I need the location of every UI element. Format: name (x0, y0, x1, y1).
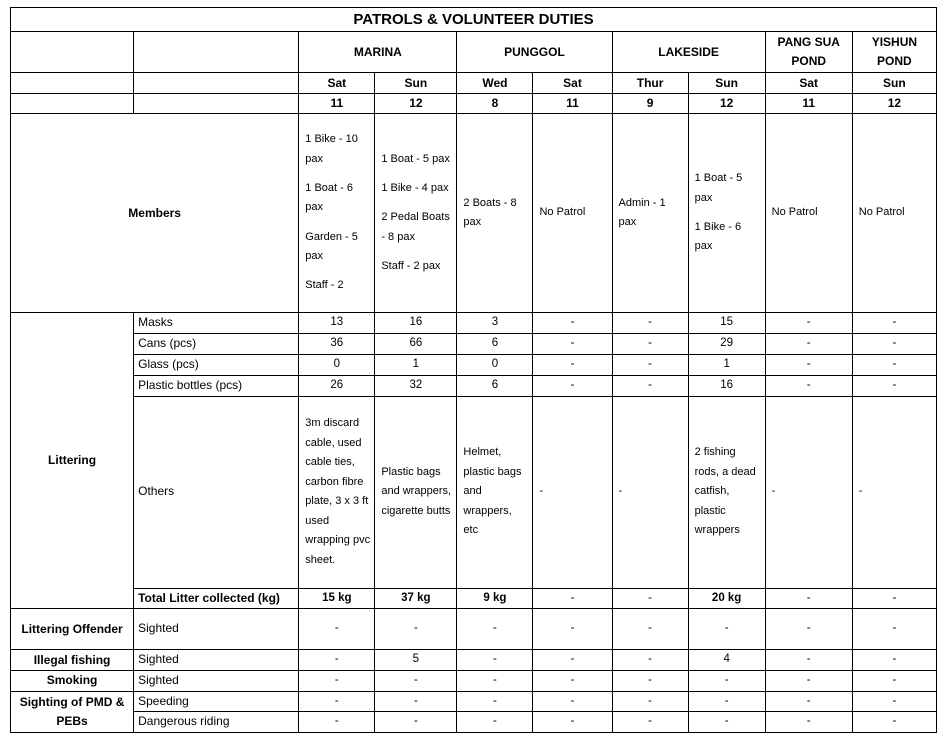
fishing-value: - (457, 650, 533, 671)
date-header: 12 (688, 94, 765, 114)
fishing-value: - (299, 650, 375, 671)
fishing-value: - (533, 650, 612, 671)
fishing-sub-label: Sighted (134, 650, 299, 671)
pmd-sub-label: Dangerous riding (134, 712, 299, 733)
litter-value: 66 (375, 334, 457, 355)
offender-value: - (765, 609, 852, 650)
offender-value: - (375, 609, 457, 650)
smoking-value: - (688, 671, 765, 692)
header-blank (11, 94, 134, 114)
offender-value: - (612, 609, 688, 650)
littering-label: Littering (11, 313, 134, 609)
smoking-value: - (852, 671, 936, 692)
total-value: 15 kg (299, 588, 375, 609)
date-header: 11 (533, 94, 612, 114)
litter-value: - (765, 375, 852, 396)
litter-value: 1 (375, 355, 457, 376)
date-header: 9 (612, 94, 688, 114)
total-value: 20 kg (688, 588, 765, 609)
pmd-value: - (688, 712, 765, 733)
location-header: MARINA (299, 32, 457, 73)
day-header: Sat (533, 73, 612, 94)
others-value: 2 fishing rods, a dead catfish, plastic wrappers (688, 396, 765, 588)
others-value: - (533, 396, 612, 588)
total-value: - (533, 588, 612, 609)
litter-item-label: Glass (pcs) (134, 355, 299, 376)
fishing-value: - (765, 650, 852, 671)
litter-value: 6 (457, 334, 533, 355)
litter-value: - (612, 355, 688, 376)
header-blank (134, 73, 299, 94)
litter-row (11, 334, 937, 355)
smoking-value: - (612, 671, 688, 692)
members-entry: No Patrol (858, 206, 905, 219)
litter-value: - (533, 375, 612, 396)
smoking-value: - (765, 671, 852, 692)
members-cell (688, 114, 765, 313)
litter-value: 36 (299, 334, 375, 355)
offender-value: - (852, 609, 936, 650)
litter-value: 1 (688, 355, 765, 376)
litter-value: - (852, 375, 936, 396)
smoking-value: - (457, 671, 533, 692)
members-entry: 2 Boats - 8 pax (463, 196, 517, 228)
members-entry: 1 Bike - 4 pax (381, 181, 449, 194)
litter-value: - (852, 334, 936, 355)
litter-value: 13 (299, 313, 375, 334)
date-header: 8 (457, 94, 533, 114)
pmd-value: - (533, 691, 612, 712)
litter-value: - (612, 313, 688, 334)
smoking-label: Smoking (11, 671, 134, 692)
litter-value: 29 (688, 334, 765, 355)
litter-row (11, 355, 937, 376)
litter-value: 16 (688, 375, 765, 396)
litter-value: - (765, 313, 852, 334)
smoking-row (11, 671, 937, 692)
header-blank (134, 32, 299, 73)
others-value: Plastic bags and wrappers, cigarette butts (375, 396, 457, 588)
litter-item-label: Cans (pcs) (134, 334, 299, 355)
litter-value: 6 (457, 375, 533, 396)
litter-value: 16 (375, 313, 457, 334)
total-value: 9 kg (457, 588, 533, 609)
members-cell (457, 114, 533, 313)
location-header: LAKESIDE (612, 32, 765, 73)
pmd-value: - (299, 712, 375, 733)
date-header: 11 (765, 94, 852, 114)
total-label: Total Litter collected (kg) (134, 588, 299, 609)
offender-sub-label: Sighted (134, 609, 299, 650)
day-header: Thur (612, 73, 688, 94)
day-header: Sat (299, 73, 375, 94)
litter-value: 3 (457, 313, 533, 334)
members-cell (375, 114, 457, 313)
litter-item-label: Plastic bottles (pcs) (134, 375, 299, 396)
pmd-value: - (852, 712, 936, 733)
litter-value: 32 (375, 375, 457, 396)
members-cell (765, 114, 852, 313)
others-value: - (852, 396, 936, 588)
location-header: PUNGGOL (457, 32, 612, 73)
fishing-value: - (612, 650, 688, 671)
location-header: YISHUN POND (852, 32, 936, 73)
pmd-label: Sighting of PMD & PEBs (11, 691, 134, 732)
date-header: 12 (852, 94, 936, 114)
litter-value: - (852, 313, 936, 334)
smoking-value: - (533, 671, 612, 692)
members-entry: 1 Boat - 5 pax (694, 172, 743, 204)
day-row (11, 73, 937, 94)
others-value: - (765, 396, 852, 588)
pmd-value: - (457, 691, 533, 712)
others-label: Others (134, 396, 299, 588)
day-header: Sun (375, 73, 457, 94)
fishing-value: 5 (375, 650, 457, 671)
members-entry: No Patrol (539, 206, 586, 219)
pmd-row (11, 712, 937, 733)
members-cell (852, 114, 936, 313)
location-header: PANG SUA POND (765, 32, 852, 73)
pmd-value: - (457, 712, 533, 733)
members-entry: Garden - 5 pax (305, 230, 358, 263)
total-value: - (765, 588, 852, 609)
table-title: PATROLS & VOLUNTEER DUTIES (11, 8, 937, 32)
litter-value: - (533, 334, 612, 355)
day-header: Sun (852, 73, 936, 94)
offender-row (11, 609, 937, 650)
litter-value: - (533, 313, 612, 334)
litter-value: - (765, 334, 852, 355)
total-value: - (852, 588, 936, 609)
litter-item-label: Masks (134, 313, 299, 334)
smoking-sub-label: Sighted (134, 671, 299, 692)
members-entry: Admin - 1 pax (618, 196, 666, 228)
members-cell (299, 114, 375, 313)
offender-label: Littering Offender (11, 609, 134, 650)
total-value: 37 kg (375, 588, 457, 609)
fishing-row (11, 650, 937, 671)
members-entry: 1 Bike - 10 pax (305, 133, 358, 165)
pmd-value: - (765, 691, 852, 712)
day-header: Sat (765, 73, 852, 94)
members-label: Members (11, 114, 299, 313)
litter-value: 15 (688, 313, 765, 334)
members-entry: 2 Pedal Boats - 8 pax (381, 211, 450, 243)
day-header: Wed (457, 73, 533, 94)
header-blank (11, 73, 134, 94)
pmd-value: - (765, 712, 852, 733)
litter-value: - (533, 355, 612, 376)
pmd-value: - (852, 691, 936, 712)
offender-value: - (533, 609, 612, 650)
members-entry: 1 Boat - 5 pax (381, 152, 450, 165)
litter-value: 0 (457, 355, 533, 376)
day-header: Sun (688, 73, 765, 94)
offender-value: - (457, 609, 533, 650)
pmd-sub-label: Speeding (134, 691, 299, 712)
pmd-row (11, 691, 937, 712)
members-row (11, 114, 937, 313)
litter-row (11, 313, 937, 334)
members-entry: No Patrol (771, 206, 818, 219)
date-row (11, 94, 937, 114)
litter-value: - (612, 375, 688, 396)
members-entry: Staff - 2 (305, 279, 344, 292)
pmd-value: - (612, 691, 688, 712)
members-cell (533, 114, 612, 313)
date-header: 12 (375, 94, 457, 114)
date-header: 11 (299, 94, 375, 114)
smoking-value: - (299, 671, 375, 692)
members-cell (612, 114, 688, 313)
fishing-value: 4 (688, 650, 765, 671)
others-value: Helmet, plastic bags and wrappers, etc (457, 396, 533, 588)
header-blank (134, 94, 299, 114)
litter-value: - (612, 334, 688, 355)
pmd-value: - (375, 691, 457, 712)
smoking-value: - (375, 671, 457, 692)
others-value: 3m discard cable, used cable ties, carbon fibre plate, 3 x 3 ft used wrapping pvc sheet. (299, 396, 375, 588)
others-value: - (612, 396, 688, 588)
offender-value: - (299, 609, 375, 650)
total-value: - (612, 588, 688, 609)
offender-value: - (688, 609, 765, 650)
others-row (11, 396, 937, 588)
pmd-value: - (612, 712, 688, 733)
pmd-value: - (375, 712, 457, 733)
litter-value: 0 (299, 355, 375, 376)
header-blank (11, 32, 134, 73)
members-entry: 1 Bike - 6 pax (694, 220, 742, 253)
litter-value: 26 (299, 375, 375, 396)
pmd-value: - (299, 691, 375, 712)
pmd-value: - (688, 691, 765, 712)
members-entry: Staff - 2 pax (381, 259, 441, 272)
litter-row (11, 375, 937, 396)
pmd-value: - (533, 712, 612, 733)
duties-table (10, 7, 937, 733)
litter-value: - (852, 355, 936, 376)
fishing-value: - (852, 650, 936, 671)
total-row (11, 588, 937, 609)
fishing-label: Illegal fishing (11, 650, 134, 671)
members-entry: 1 Boat - 6 pax (305, 181, 353, 214)
litter-value: - (765, 355, 852, 376)
